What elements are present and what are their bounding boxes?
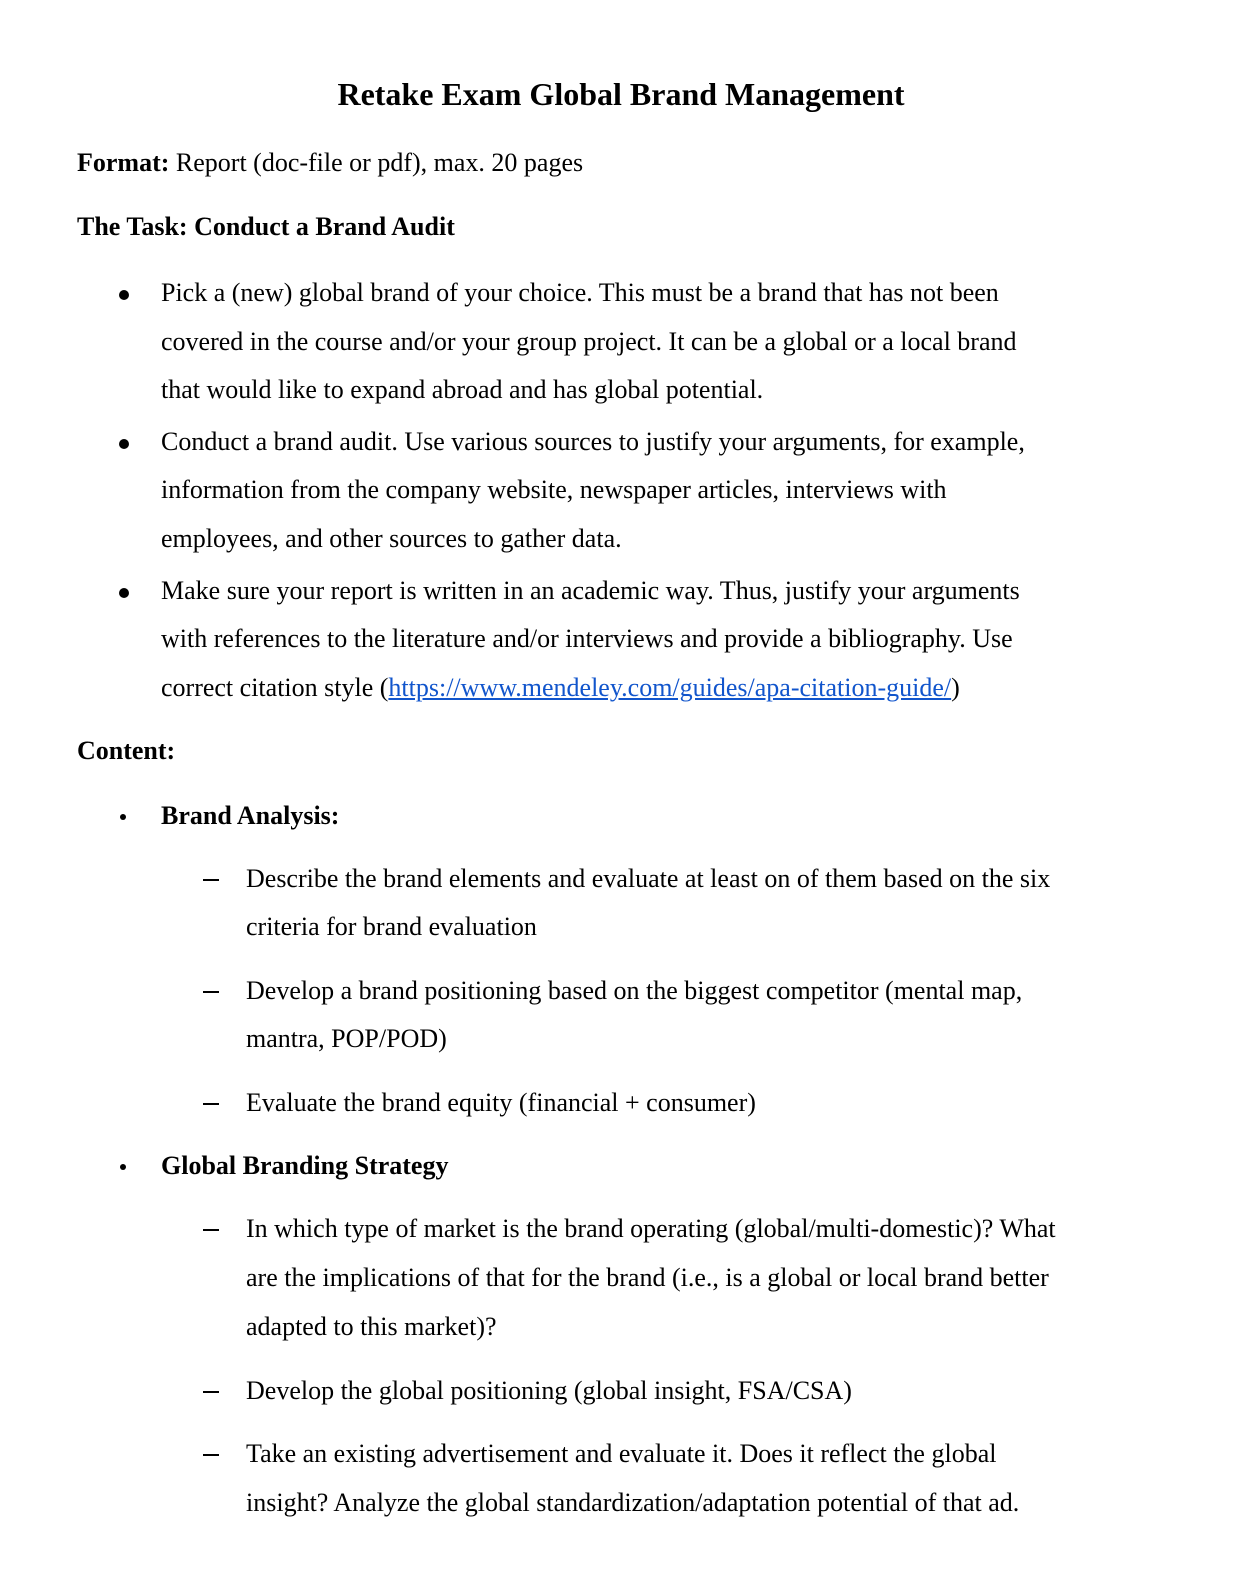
list-item: are the implications of that for the brand (i.e., is a global or local brand better [246,1263,1049,1292]
task-bullet-2-line-3: employees, and other sources to gather data. [161,524,622,553]
citation-prefix: correct citation style ( [161,673,389,702]
dash-icon [203,1086,223,1120]
section-heading: Brand Analysis: [161,801,340,830]
apa-citation-link[interactable]: https://www.mendeley.com/guides/apa-citation-guide/ [388,673,952,702]
task-heading: The Task: Conduct a Brand Audit [77,212,455,241]
task-bullet-1-line-3: that would like to expand abroad and has global potential. [161,375,764,404]
task-bullet-1-line-2: covered in the course and/or your group project. It can be a global or a local brand [161,327,1017,356]
task-bullet-3-line-2: with references to the literature and/or interviews and provide a bibliography. Use [161,624,1013,653]
list-item: Take an existing advertisement and evaluate it. Does it reflect the global [246,1439,997,1468]
dash-icon [203,1212,223,1246]
list-item: In which type of market is the brand operating (global/multi-domestic)? What [246,1214,1056,1243]
bullet-icon [116,574,134,608]
list-item: Describe the brand elements and evaluate at least on of them based on the six [246,864,1051,893]
list-item: Evaluate the brand equity (financial + consumer) [246,1088,756,1117]
format-label: Format: [77,148,170,177]
task-bullet-3-line-1: Make sure your report is written in an academic way. Thus, justify your arguments [161,576,1020,605]
bullet-icon [116,799,134,833]
task-bullet-2-line-2: information from the company website, newspaper articles, interviews with [161,475,947,504]
content-heading: Content: [77,736,176,765]
dash-icon [203,974,223,1008]
task-bullet-1-line-1: Pick a (new) global brand of your choice. This must be a brand that has not been [161,278,999,307]
dash-icon [203,1437,223,1471]
citation-suffix: ) [951,673,960,702]
bullet-icon [116,276,134,310]
task-bullet-2-line-1: Conduct a brand audit. Use various sources to justify your arguments, for example, [161,427,1025,456]
format-line [77,146,583,180]
dash-icon [203,862,223,896]
list-item: Develop the global positioning (global insight, FSA/CSA) [246,1376,852,1405]
list-item: adapted to this market)? [246,1312,497,1341]
list-item: criteria for brand evaluation [246,912,537,941]
list-item: Develop a brand positioning based on the biggest competitor (mental map, [246,976,1023,1005]
bullet-icon [116,1149,134,1183]
document-title: Retake Exam Global Brand Management [337,76,905,112]
list-item: insight? Analyze the global standardization/adaptation potential of that ad. [246,1488,1020,1517]
format-text: Report (doc-file or pdf), max. 20 pages [169,148,584,177]
list-item: mantra, POP/POD) [246,1024,447,1053]
bullet-icon [116,425,134,459]
dash-icon [203,1374,223,1408]
task-bullet-3-line-3 [161,671,960,705]
section-heading: Global Branding Strategy [161,1151,449,1180]
